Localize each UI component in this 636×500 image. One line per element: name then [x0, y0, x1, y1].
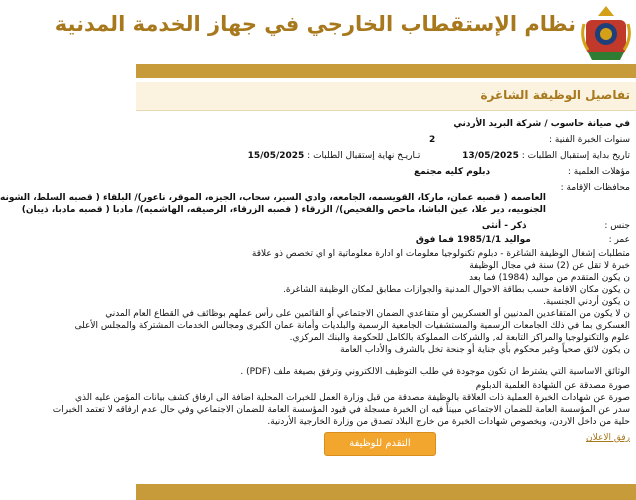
age-row: عمر : مواليد 1985/1/1 فما فوق [415, 235, 630, 245]
governorates-row: محافظات الإقامة : [560, 183, 630, 193]
requirement-line: خبرة لا تقل عن (2) سنة في مجال الوظيفة [469, 261, 630, 271]
apply-button[interactable]: التقدم للوظيفة [324, 432, 436, 456]
governorates-value-2: الجنوبيه، دير علا، عين الباشا، ماحص والفحيص)/ الزرقاء ( قصبه الزرقاء، الرصيفه، الهاشميه)/ مادبا ( قصبه مادبا، ذيبان) [21, 205, 546, 215]
gender-row: جنس : ذكر - أنثى [481, 221, 630, 231]
document-line: سدر عن المؤسسة العامة للضمان الاجتماعي مبيناً فيه ان الخبرة مسجلة في قيود المؤسسة العامة للضمان الاجتماعي وفي حال عدم ارفاقه لا تعتمد الخبرات [52, 405, 630, 415]
footer-band [136, 484, 636, 500]
qualification-row: مؤهلات العلمية : دبلوم كليه مجتمع [413, 167, 630, 177]
requirement-line: ن لا يكون من المتقاعدين المدنيين أو العسكريين أو متقاعدي الضمان الاجتماعي أو القائمين على رأس عملهم بوظائف في القطاع العام المدني [105, 309, 630, 319]
requirement-line: متطلبات إشغال الوظيفة الشاغرة - دبلوم تكنولوجيا معلومات او ادارة معلوماتية او اي تخصص ذو علاقة [251, 249, 630, 259]
page-header [54, 0, 636, 64]
requirement-line: ن يكون المتقدم من مواليد (1984) فما بعد [469, 273, 630, 283]
document-line: صورة مصدقة عن الشهادة العلمية الدبلوم [475, 381, 630, 391]
jordan-coat-of-arms-icon [580, 2, 632, 62]
document-line: صورة عن شهادات الخبرة العملية ذات العلاقة بالوظيفة مصدقة من قبل وزارة العمل للخبرات المحلية اضافة الى ارفاق كشف بيانات المؤمن عليه الذي [74, 393, 630, 403]
document-line: الوثائق الاساسية التي يشترط ان تكون موجودة في طلب التوظيف الالكتروني وترفق بصيغة ملف (PDF) . [240, 367, 630, 377]
requirement-line: ن يكون أردني الجنسية. [543, 297, 630, 307]
dates-row: تاريخ بداية إستقبال الطلبات : 13/05/2025 تـاريـخ نهاية إستقبال الطلبات : 15/05/2025 [247, 151, 630, 161]
document-line: حلية من داخل الاردن، وبخصوص شهادات الخبرة من خارج البلاد تصدق من وزارة الخارجية الأردنية. [267, 417, 630, 427]
header-band [136, 64, 636, 78]
requirement-line: علوم والتكنولوجيا والمراكز التابعة له, والشركات المملوكة بالكامل للحكومة والبنك المركزي. [289, 333, 630, 343]
requirement-line: العسكري بما في ذلك الجامعات الرسمية والمستشفيات الجامعية الرسمية والبلديات وأمانة عمان الكبرى ومجالس الخدمات المشتركة والمجلس الأعلى [74, 321, 630, 331]
page-title: نظام الإستقطاب الخارجي في جهاز الخدمة المدنية [54, 12, 576, 36]
card-title: تفاصيل الوظيفة الشاغرة [480, 88, 630, 102]
experience-row: سنوات الخبرة الفنية : 2 [428, 135, 630, 145]
card-header [136, 82, 636, 111]
requirement-line: ن يكون مكان الاقامة حسب بطاقة الاحوال المدنية والجوازات مطابق لمكان الوظيفة الشاغرة. [283, 285, 630, 295]
governorates-value-1: العاصمه ( قصبه عمان، ماركا، القويسمه، الجامعه، وادي السير، سحاب، الجيزه، الموقر، ناعور)/ البلقاء ( قصبه السلط، الشونه [0, 193, 546, 203]
requirement-line: ن يكون لائق صحياً وغير محكوم بأي جناية أو جنحة تخل بالشرف والأداب العامة [340, 345, 630, 355]
job-title: في صيانة حاسوب / شركة البريد الأردني [453, 119, 630, 129]
attachment-link[interactable]: رفق الاعلان [586, 433, 630, 443]
